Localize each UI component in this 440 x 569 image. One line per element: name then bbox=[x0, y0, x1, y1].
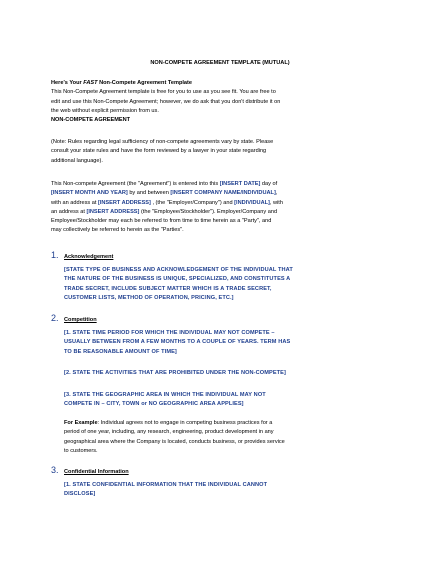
individual-placeholder: [INDIVIDUAL] bbox=[234, 199, 270, 206]
document-title: NON-COMPETE AGREEMENT TEMPLATE (MUTUAL) bbox=[150, 60, 290, 66]
note-line: (Note: Rules regarding legal sufficiency of non-compete agreements vary by state. Please bbox=[51, 139, 274, 145]
insert-date-placeholder: [INSERT DATE] bbox=[219, 181, 261, 187]
section-1-number: 1. bbox=[51, 250, 59, 260]
example-text: : Individual agrees not to engage in competing business practices for a bbox=[97, 420, 273, 426]
example-line: to customers. bbox=[64, 447, 98, 454]
example-line bbox=[64, 419, 304, 428]
section-1-placeholder bbox=[64, 266, 300, 303]
placeholder-line: TO BE REASONABLE AMOUNT OF TIME] bbox=[64, 348, 177, 355]
parties-line bbox=[51, 180, 396, 189]
section-3-placeholder bbox=[64, 481, 300, 500]
parties-block bbox=[51, 180, 396, 236]
placeholder-line: USUALLY BETWEEN FROM A FEW MONTHS TO A COUPLE OF YEARS. TERM HAS bbox=[64, 339, 291, 346]
note-block bbox=[51, 138, 396, 166]
placeholder-line: THE NATURE OF THE BUSINESS IS UNIQUE, SPECIALIZED, AND CONSTITUTES A bbox=[64, 276, 291, 283]
section-2-example bbox=[64, 419, 304, 456]
placeholder-line: [2. STATE THE ACTIVITIES THAT ARE PROHIBITED UNDER THE NON-COMPETE] bbox=[64, 370, 286, 376]
parties-text: This Non-compete Agreement (the "Agreement") is entered into this bbox=[51, 181, 220, 187]
intro-heading bbox=[51, 79, 396, 88]
parties-line bbox=[51, 199, 396, 208]
intro-line: the web without explicit permission from us. bbox=[51, 107, 159, 114]
section-3-number: 3. bbox=[51, 465, 59, 475]
section-2-number: 2. bbox=[51, 313, 59, 323]
placeholder-line: [3. STATE THE GEOGRAPHIC AREA IN WHICH THE INDIVIDUAL MAY NOT bbox=[64, 392, 266, 398]
insert-address-placeholder: [INSERT ADDRESS] bbox=[86, 208, 140, 215]
intro-heading-suffix: Non-Compete Agreement Template bbox=[97, 80, 192, 86]
section-2-placeholder-3 bbox=[64, 391, 300, 410]
intro-heading-fast: FAST bbox=[83, 80, 98, 86]
placeholder-line: COMPETE IN – CITY, TOWN or NO GEOGRAPHIC AREA APPLIES] bbox=[64, 401, 244, 408]
intro-block bbox=[51, 79, 396, 125]
placeholder-line: CUSTOMER LISTS, METHOD OF OPERATION, PRICING, ETC.] bbox=[64, 294, 234, 301]
section-2-title: Competition bbox=[64, 317, 97, 323]
placeholder-line: [STATE TYPE OF BUSINESS AND ACKNOWLEDGEMENT OF THE INDIVIDUAL THAT bbox=[64, 267, 293, 273]
parties-text: with an address at bbox=[51, 199, 98, 206]
parties-line: Employee/Stockholder may each be referred to from time to time herein as a "Party", and bbox=[51, 218, 272, 225]
section-2-placeholder-2 bbox=[64, 369, 300, 378]
placeholder-line: DISCLOSE] bbox=[64, 491, 96, 498]
parties-line bbox=[51, 208, 396, 217]
section-3-title: Confidential Information bbox=[64, 469, 129, 475]
parties-text: (the "Employee/Stockholder"). Employer/Company and bbox=[139, 208, 278, 215]
placeholder-line: [1. STATE TIME PERIOD FOR WHICH THE INDIVIDUAL MAY NOT COMPETE – bbox=[64, 330, 275, 336]
intro-subheading: NON-COMPETE AGREEMENT bbox=[51, 117, 131, 124]
parties-text: day of bbox=[260, 181, 278, 187]
parties-line: may collectively be referred to herein as the "Parties". bbox=[51, 227, 184, 234]
insert-address-placeholder: [INSERT ADDRESS] bbox=[97, 199, 151, 206]
section-1-title: Acknowledgement bbox=[64, 254, 114, 260]
intro-line: This Non-Compete Agreement template is free for you to use as you see fit. You are free to bbox=[51, 89, 276, 96]
intro-line: edit and use this Non-Compete Agreement; however, we do ask that you don't distribute it on bbox=[51, 98, 281, 105]
parties-text: , (the "Employer/Company") and bbox=[150, 199, 235, 206]
insert-company-placeholder: [INSERT COMPANY NAME/INDIVIDUAL] bbox=[170, 190, 276, 197]
parties-text: an address at bbox=[51, 208, 87, 215]
note-line: consult your state rules and have the form reviewed by a lawyer in your state regarding bbox=[51, 148, 267, 155]
note-line: additional language). bbox=[51, 157, 103, 164]
example-line: geographical area where the Company is located, conducts business, or provides service bbox=[64, 438, 285, 445]
insert-month-year-placeholder: [INSERT MONTH AND YEAR] bbox=[51, 190, 128, 197]
section-2-placeholder-1 bbox=[64, 329, 300, 357]
placeholder-line: TRADE SECRET, INCLUDE SUBJECT MATTER WHICH IS A TRADE SECRET, bbox=[64, 285, 272, 292]
example-line: period of one year, including, any research, engineering, product development in any bbox=[64, 429, 274, 436]
parties-text: by and between bbox=[127, 190, 171, 197]
parties-text: , bbox=[275, 190, 278, 197]
intro-heading-prefix: Here's Your bbox=[51, 80, 84, 86]
parties-text: , with bbox=[269, 199, 283, 206]
placeholder-line: [1. STATE CONFIDENTIAL INFORMATION THAT THE INDIVIDUAL CANNOT bbox=[64, 482, 268, 488]
parties-line bbox=[51, 189, 396, 198]
example-label: For Example bbox=[64, 420, 98, 426]
